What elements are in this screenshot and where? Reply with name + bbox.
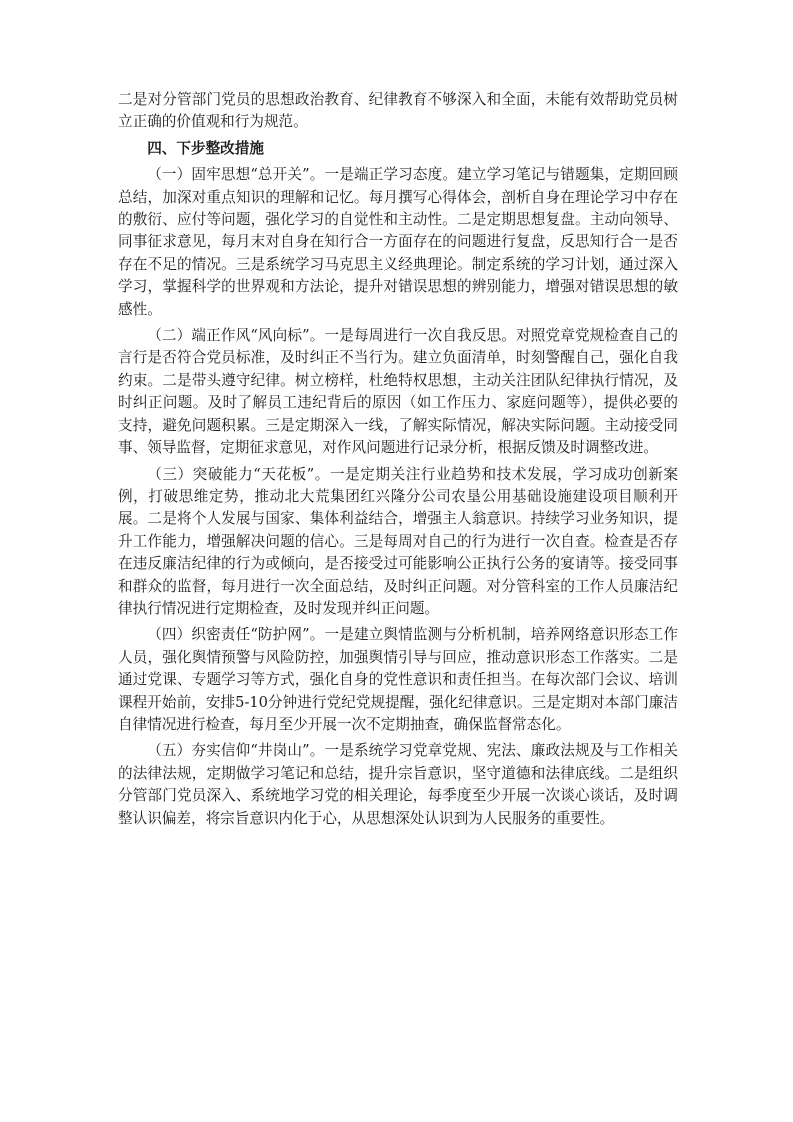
measure-paragraph-3: （三）突破能力“天花板”。一是定期关注行业趋势和技术发展，学习成功创新案例，打破思维定势，推动北大荒集团红兴隆分公司农垦公用基础设施建设项目顺利开展。二是将个人发展与国家、集体利益结合，增强主人翁意识。持续学习业务知识，提升工作能力，增强解决问题的信心。三是每周对自己的行为进行一次自查。检查是否存在违反廉洁纪律的行为或倾向，是否接受过可能影响公正执行公务的宴请等。接受同事和群众的监督，每月进行一次全面总结，及时纠正问题。对分管科室的工作人员廉洁纪律执行情况进行定期检查，及时发现并纠正问题。 [118,465,678,617]
section-heading: 四、下步整改措施 [147,139,264,157]
document-page [118,89,678,834]
measure-paragraph-2: （二）端正作风“风向标”。一是每周进行一次自我反思。对照党章党规检查自己的言行是否符合党员标准，及时纠正不当行为。建立负面清单，时刻警醒自己，强化自我约束。二是带头遵守纪律。树立榜样，杜绝特权思想，主动关注团队纪律执行情况，及时纠正问题。及时了解员工违纪背后的原因（如工作压力、家庭问题等），提供必要的支持，避免问题积累。三是定期深入一线，了解实际情况，解决实际问题。主动接受同事、领导监督，定期征求意见，对作风问题进行记录分析，根据反馈及时调整改进。 [118,327,678,457]
measure-paragraph-4: （四）织密责任“防护网”。一是建立舆情监测与分析机制，培养网络意识形态工作人员，强化舆情预警与风险防控，加强舆情引导与回应，推动意识形态工作落实。二是通过党课、专题学习等方式，强化自身的党性意识和责任担当。在每次部门会议、培训课程开始前，安排5-10分钟进行党纪党规提醒，强化纪律意识。三是定期对本部门廉洁自律情况进行检查，每月至少开展一次不定期抽查，确保监督常态化。 [118,626,678,733]
measure-paragraph-5: （五）夯实信仰“井岗山”。一是系统学习党章党规、宪法、廉政法规及与工作相关的法律法规，定期做学习笔记和总结，提升宗旨意识，坚守道德和法律底线。二是组织分管部门党员深入、系统地学习党的相关理论，每季度至少开展一次谈心谈话，及时调整认识偏差，将宗旨意识内化于心，从思想深处认识到为人民服务的重要性。 [118,742,678,827]
intro-paragraph: 二是对分管部门党员的思想政治教育、纪律教育不够深入和全面，未能有效帮助党员树立正确的价值观和行为规范。 [118,91,678,131]
measure-paragraph-1: （一）固牢思想“总开关”。一是端正学习态度。建立学习笔记与错题集，定期回顾总结，加深对重点知识的理解和记忆。每月撰写心得体会，剖析自身在理论学习中存在的敷衍、应付等问题，强化学习的自觉性和主动性。二是定期思想复盘。主动向领导、同事征求意见，每月末对自身在知行合一方面存在的问题进行复盘，反思知行合一是否存在不足的情况。三是系统学习马克思主义经典理论。制定系统的学习计划，通过深入学习，掌握科学的世界观和方法论，提升对错误思想的辨别能力，增强对错误思想的敏感性。 [118,166,678,318]
